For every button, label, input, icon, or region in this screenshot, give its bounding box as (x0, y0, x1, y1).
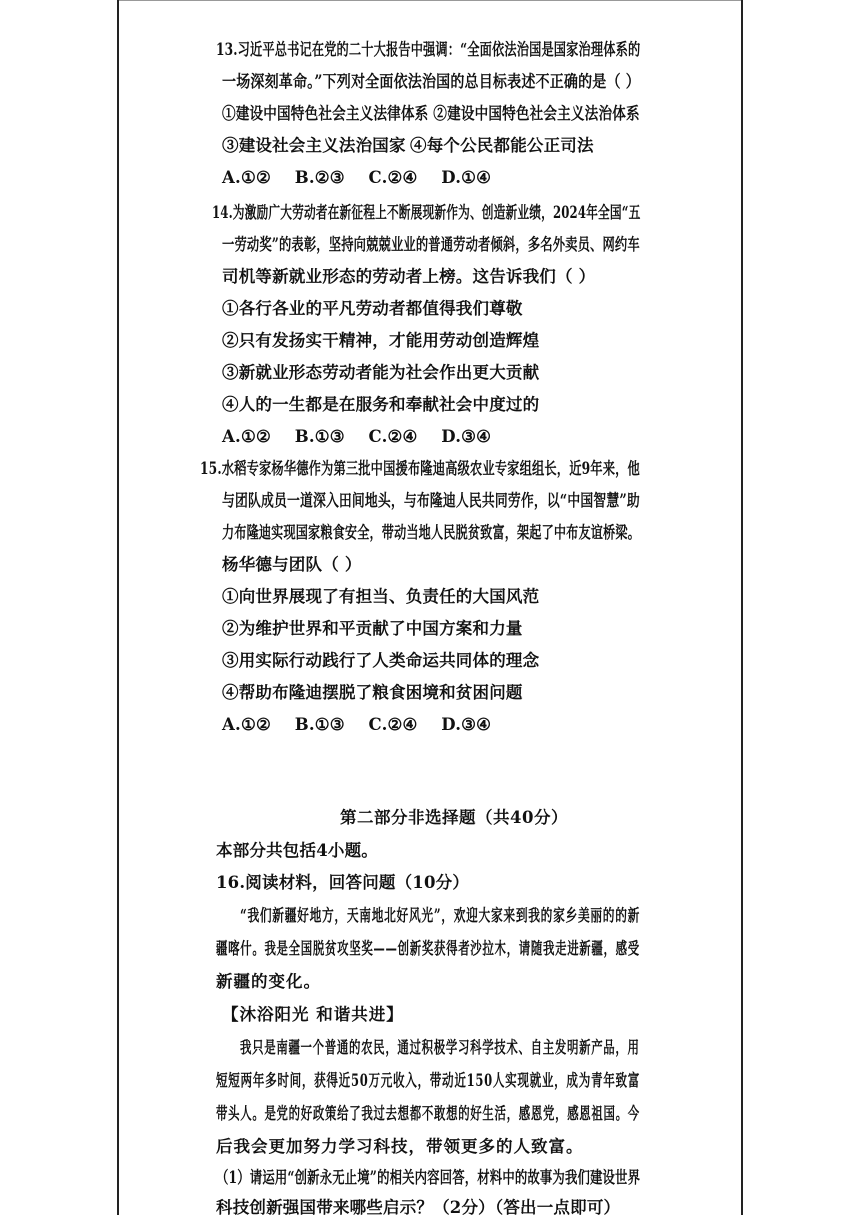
q15-stem-line1: 15.水稻专家杨华德作为第三批中国援布隆迪高级农业专家组组长，近9年来，他 (200, 459, 640, 478)
q16-sub1-line2: 科技创新强国带来哪些启示？（2分）（答出一点即可） (216, 1198, 621, 1217)
q16-material-p1-line2: 疆喀什。我是全国脱贫攻坚奖——创新奖获得者沙拉木，请随我走进新疆，感受 (216, 939, 640, 958)
q16-material-p2-line1: 我只是南疆一个普通的农民，通过积极学习科学技术、自主发明新产品，用 (240, 1038, 640, 1057)
q16-material-p1-line3: 新疆的变化。 (216, 972, 321, 991)
q13-option-4: ④每个公民都能公正司法 (410, 136, 594, 155)
q14-stem-line2: 一劳动奖”的表彰，坚持向兢兢业业的普通劳动者倾斜，多名外卖员、网约车 (222, 235, 640, 254)
q16-material-p2-line3: 带头人。是党的好政策给了我过去想都不敢想的好生活，感恩党，感恩祖国。今 (216, 1104, 640, 1123)
q14-stem-line3: 司机等新就业形态的劳动者上榜。这告诉我们（ ） (222, 267, 596, 286)
top-rule (117, 0, 743, 1)
part2-intro: 本部分共包括4小题。 (216, 841, 378, 860)
q13-option-3: ③建设社会主义法治国家 (222, 136, 406, 155)
q15-option-4: ④帮助布隆迪摆脱了粮食困境和贫困问题 (222, 683, 523, 702)
q16-section-heading: 【沐浴阳光 和谐共进】 (222, 1005, 404, 1024)
part2-title: 第二部分非选择题（共40分） (340, 808, 568, 827)
q16-material-p1-line1: “我们新疆好地方，天南地北好风光”，欢迎大家来到我的家乡美丽的的新 (240, 906, 641, 925)
q16-material-p2-line4: 后我会更加努力学习科技，带领更多的人致富。 (216, 1137, 584, 1156)
q14-answer-choices: A.①② B.①③ C.②④ D.③④ (222, 427, 492, 446)
q15-stem-line4: 杨华德与团队（ ） (222, 555, 362, 574)
q13-stem-line2: 一场深刻革命。”下列对全面依法治国的总目标表述不正确的是（ ） (222, 72, 640, 91)
q16-material-p2-line2: 短短两年多时间，获得近50万元收入，带动近150人实现就业，成为青年致富 (216, 1071, 641, 1090)
q15-answer-choices: A.①② B.①③ C.②④ D.③④ (222, 715, 492, 734)
q14-option-1: ①各行各业的平凡劳动者都值得我们尊敬 (222, 299, 523, 318)
q15-stem-line3: 力布隆迪实现国家粮食安全，带动当地人民脱贫致富，架起了中布友谊桥梁。 (222, 523, 640, 542)
q14-option-4: ④人的一生都是在服务和奉献社会中度过的 (222, 395, 540, 414)
q15-option-1: ①向世界展现了有担当、负责任的大国风范 (222, 587, 540, 606)
q13-stem-line1: 13.习近平总书记在党的二十大报告中强调：“全面依法治国是国家治理体系的 (216, 40, 641, 59)
q14-option-2: ②只有发扬实干精神，才能用劳动创造辉煌 (222, 331, 540, 350)
q15-stem-line2: 与团队成员一道深入田间地头，与布隆迪人民共同劳作，以“中国智慧”助 (222, 491, 640, 510)
q13-options-row1: ①建设中国特色社会主义法律体系 ②建设中国特色社会主义法治体系 (222, 104, 640, 123)
q15-option-3: ③用实际行动践行了人类命运共同体的理念 (222, 651, 540, 670)
q14-stem-line1: 14.为激励广大劳动者在新征程上不断展现新作为、创造新业绩，2024年全国“五 (212, 203, 641, 222)
q16-heading: 16.阅读材料，回答问题（10分） (216, 873, 470, 892)
q16-sub1-line1: （1）请运用“创新永无止境”的相关内容回答，材料中的故事为我们建设世界 (216, 1168, 641, 1187)
page-left-edge (117, 0, 119, 1215)
page-right-edge (741, 0, 743, 1215)
q14-option-3: ③新就业形态劳动者能为社会作出更大贡献 (222, 363, 540, 382)
q15-option-2: ②为维护世界和平贡献了中国方案和力量 (222, 619, 523, 638)
q13-answer-choices: A.①② B.②③ C.②④ D.①④ (222, 168, 492, 187)
